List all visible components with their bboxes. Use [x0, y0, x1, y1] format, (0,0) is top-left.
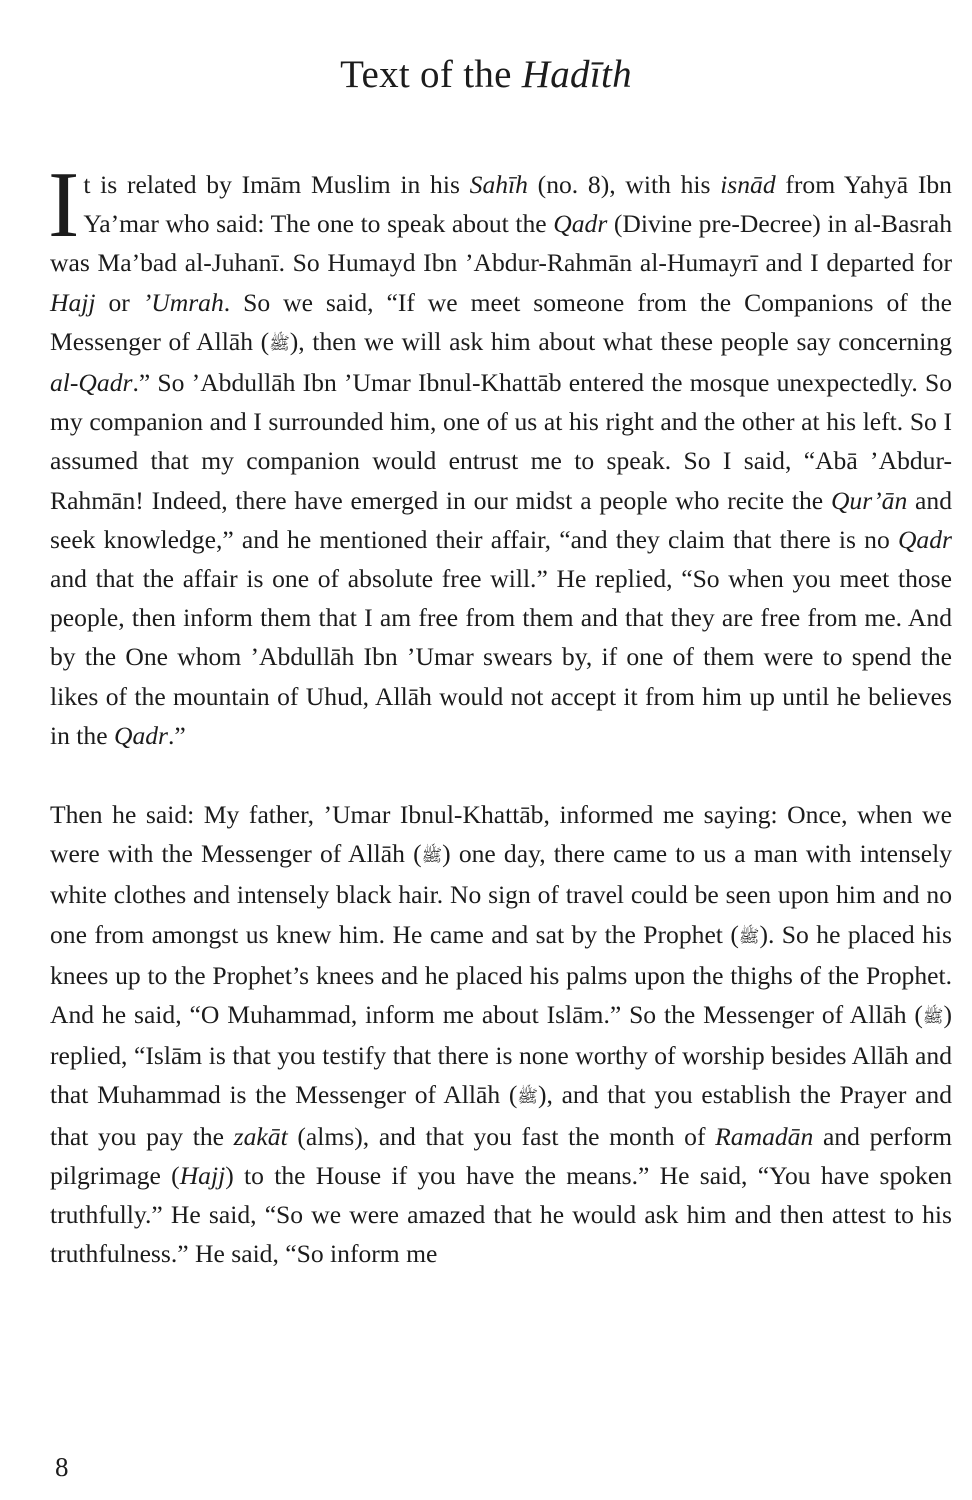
title-emphasis: Hadīth — [521, 53, 632, 96]
title-prefix: Text of the — [340, 53, 522, 96]
page-number: 8 — [55, 1452, 69, 1482]
paragraph-1: It is related by Imām Muslim in his Sahīh (no. 8), with his isnād from Yahyā Ibn Ya’mar who said: The one to speak about the Qadr (Divine pre-Decree) in al-Basrah was Ma’bad al-Juhanī. So Humayd Ibn ’Abdur-Rahmān al-Humayrī and I departed for Hajj or ’Umrah. So we said, “If we meet someone from the Companions of the Messenger of Allāh (ﷺ), then we will ask him about what these people say concerning al-Qadr.” So ’Abdullāh Ibn ’Umar Ibnul-Khattāb entered the mosque unexpectedly. So my companion and I surrounded him, one of us at his right and the other at his left. So I assumed that my companion would entrust me to speak. So I said, “Abā ’Abdur-Rahmān! Indeed, there have emerged in our midst a people who recite the Qur’ān and seek knowledge,” and he mentioned their affair, “and they claim that there is no Qadr and that the affair is one of absolute free will.” He replied, “So when you meet those people, then inform them that I am free from them and that they are free from me. And by the One whom ’Abdullāh Ibn ’Umar swears by, if one of them were to spend the likes of the mountain of Uhud, Allāh would not accept it from him up until he believes in the Qadr.” — [48, 153, 952, 750]
honorific-icon: ﷺ — [738, 926, 760, 946]
honorific-icon: ﷺ — [517, 1087, 538, 1107]
text-body — [48, 153, 953, 1273]
honorific-icon: ﷺ — [269, 333, 290, 353]
drop-cap: I — [48, 153, 80, 257]
honorific-icon: ﷺ — [421, 846, 443, 866]
honorific-icon: ﷺ — [922, 1007, 944, 1027]
page-title — [0, 52, 972, 97]
paragraph-2: Then he said: My father, ’Umar Ibnul-Khattāb, informed me saying: Once, when we were with the Messenger of Allāh (ﷺ) one day, there came to us a man with intensely white clothes and intensely black hair. No sign of travel could be seen upon him and no one from amongst us knew him. He came and sat by the Prophet (ﷺ). So he placed his knees up to the Prophet’s knees and he placed his palms upon the thighs of the Prophet. And he said, “O Muhammad, inform me about Islām.” So the Messenger of Allāh (ﷺ) replied, “Islām is that you testify that there is none worthy of worship besides Allāh and that Muhammad is the Messenger of Allāh (ﷺ), and that you establish the Prayer and that you pay the zakāt (alms), and that you fast the month of Ramadān and perform pilgrimage (Hajj) to the House if you have the means.” He said, “You have spoken truthfully.” He said, “So we were amazed that he would ask him and then attest to his truthfulness.” He said, “So inform me — [50, 800, 953, 1269]
